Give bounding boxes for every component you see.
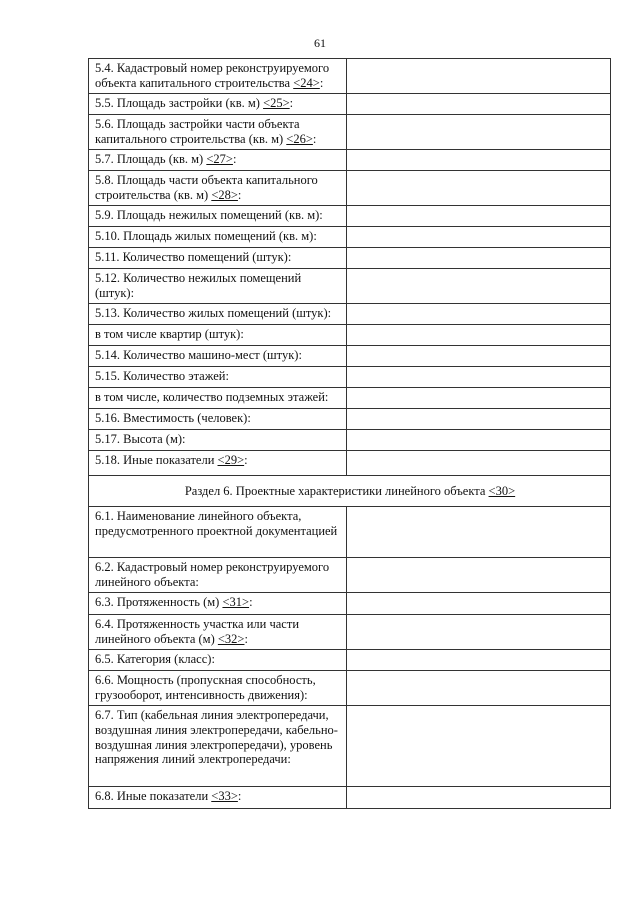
- footnote-ref: <32>: [217, 631, 245, 646]
- row-label: 5.12. Количество нежилых помещений (штук):: [95, 271, 302, 300]
- row-label-cell: [89, 650, 347, 671]
- row-label-cell: [89, 206, 347, 227]
- row-label-suffix: :: [289, 96, 294, 110]
- page-number: 61: [314, 36, 326, 50]
- footnote-ref: <24>: [293, 75, 320, 90]
- row-label: 5.17. Высота (м):: [95, 432, 186, 446]
- row-value-cell[interactable]: [347, 248, 611, 269]
- row-label: 5.15. Количество этажей:: [95, 369, 229, 383]
- footnote-ref: <30>: [488, 484, 516, 499]
- row-label-cell: [89, 150, 347, 171]
- table-row: [89, 430, 611, 451]
- row-label: 5.8. Площадь части объекта капитального строительства (кв. м): [95, 173, 318, 202]
- table-row: [89, 269, 611, 304]
- footnote-ref: <33>: [211, 789, 238, 803]
- row-value-cell[interactable]: [347, 451, 611, 476]
- row-label-cell: [89, 787, 347, 809]
- table-row: [89, 706, 611, 787]
- section-header-row: [89, 476, 611, 507]
- row-label-suffix: :: [312, 131, 317, 146]
- row-label: 5.18. Иные показатели: [95, 453, 218, 467]
- row-value-cell[interactable]: [347, 325, 611, 346]
- row-label-cell: [89, 325, 347, 346]
- footnote-ref: <31>: [222, 595, 250, 609]
- row-label: 5.16. Вместимость (человек):: [95, 411, 251, 425]
- table-row: [89, 507, 611, 558]
- table-row: [89, 304, 611, 325]
- row-value-cell[interactable]: [347, 115, 611, 150]
- row-label: 6.3. Протяженность (м): [95, 595, 223, 609]
- table-row: [89, 227, 611, 248]
- row-label: 6.6. Мощность (пропускная способность, грузооборот, интенсивность движения):: [95, 673, 316, 702]
- footnote-ref: <29>: [217, 453, 245, 467]
- table-row: [89, 150, 611, 171]
- footnote-ref: <26>: [286, 131, 313, 146]
- section-6-title: [89, 476, 611, 507]
- row-label: 5.13. Количество жилых помещений (штук):: [95, 306, 332, 320]
- row-label-suffix: :: [237, 187, 242, 202]
- row-value-cell[interactable]: [347, 150, 611, 171]
- row-label-cell: [89, 615, 347, 650]
- row-label: 5.7. Площадь (кв. м): [95, 152, 207, 166]
- row-value-cell[interactable]: [347, 650, 611, 671]
- row-label-cell: [89, 304, 347, 325]
- row-label-cell: [89, 227, 347, 248]
- row-label-cell: [89, 171, 347, 206]
- table-row: [89, 558, 611, 593]
- row-label-suffix: :: [244, 453, 248, 467]
- row-value-cell[interactable]: [347, 304, 611, 325]
- section-6-title-text: Раздел 6. Проектные характеристики линейного объекта: [184, 484, 489, 499]
- table-row: [89, 206, 611, 227]
- row-label-suffix: :: [244, 631, 248, 646]
- row-value-cell[interactable]: [347, 388, 611, 409]
- section-6-header: [89, 476, 611, 507]
- row-label-suffix: :: [319, 75, 324, 90]
- row-label: в том числе, количество подземных этажей:: [95, 390, 329, 404]
- row-label-cell: [89, 248, 347, 269]
- row-value-cell[interactable]: [347, 671, 611, 706]
- row-value-cell[interactable]: [347, 269, 611, 304]
- section-6-rows: [89, 507, 611, 809]
- row-value-cell[interactable]: [347, 706, 611, 787]
- row-label-cell: [89, 94, 347, 115]
- row-label: 6.7. Тип (кабельная линия электропередачи, воздушная линия электропередачи, кабельно-воздушная линия электропередачи), уровень напряжения линий электропередачи:: [95, 708, 338, 767]
- row-label-cell: [89, 388, 347, 409]
- table-row: [89, 325, 611, 346]
- row-value-cell[interactable]: [347, 593, 611, 615]
- footnote-ref: <27>: [206, 152, 233, 166]
- row-label: 6.2. Кадастровый номер реконструируемого линейного объекта:: [95, 560, 330, 589]
- row-value-cell[interactable]: [347, 558, 611, 593]
- row-label-cell: [89, 558, 347, 593]
- row-label-cell: [89, 706, 347, 787]
- row-label: 5.14. Количество машино-мест (штук):: [95, 348, 302, 362]
- table-row: [89, 115, 611, 150]
- table-row: [89, 367, 611, 388]
- row-label-cell: [89, 367, 347, 388]
- row-label: 5.6. Площадь застройки части объекта капитального строительства (кв. м): [95, 117, 300, 146]
- row-label-suffix: :: [232, 152, 237, 166]
- row-value-cell[interactable]: [347, 430, 611, 451]
- row-value-cell[interactable]: [347, 227, 611, 248]
- table-row: [89, 59, 611, 94]
- row-value-cell[interactable]: [347, 346, 611, 367]
- row-value-cell[interactable]: [347, 615, 611, 650]
- table-row: [89, 650, 611, 671]
- row-value-cell[interactable]: [347, 59, 611, 94]
- row-label: 5.9. Площадь нежилых помещений (кв. м):: [95, 208, 323, 222]
- row-value-cell[interactable]: [347, 409, 611, 430]
- row-label: 6.4. Протяженность участка или части линейного объекта (м): [95, 617, 300, 646]
- row-value-cell[interactable]: [347, 171, 611, 206]
- table-row: [89, 451, 611, 476]
- row-value-cell[interactable]: [347, 787, 611, 809]
- row-label: 5.11. Количество помещений (штук):: [95, 250, 292, 264]
- row-label: 5.4. Кадастровый номер реконструируемого объекта капитального строительства: [95, 61, 330, 90]
- row-value-cell[interactable]: [347, 94, 611, 115]
- table-row: [89, 248, 611, 269]
- table-row: [89, 671, 611, 706]
- row-value-cell[interactable]: [347, 507, 611, 558]
- row-label: 6.5. Категория (класс):: [95, 652, 215, 666]
- row-label: 6.8. Иные показатели: [95, 789, 212, 803]
- table-row: [89, 593, 611, 615]
- table-row: [89, 787, 611, 809]
- table-row: [89, 615, 611, 650]
- row-label: 5.10. Площадь жилых помещений (кв. м):: [95, 229, 317, 243]
- table-row: [89, 171, 611, 206]
- row-value-cell[interactable]: [347, 206, 611, 227]
- row-value-cell[interactable]: [347, 367, 611, 388]
- row-label-cell: [89, 451, 347, 476]
- table-row: [89, 388, 611, 409]
- row-label: 5.5. Площадь застройки (кв. м): [95, 96, 264, 110]
- row-label-cell: [89, 59, 347, 94]
- row-label-cell: [89, 346, 347, 367]
- row-label-cell: [89, 671, 347, 706]
- row-label-cell: [89, 593, 347, 615]
- row-label-suffix: :: [249, 595, 253, 609]
- footnote-ref: <25>: [263, 96, 290, 110]
- row-label-cell: [89, 115, 347, 150]
- row-label: 6.1. Наименование линейного объекта, предусмотренного проектной документацией: [95, 509, 338, 538]
- row-label-cell: [89, 430, 347, 451]
- table-row: [89, 94, 611, 115]
- table-row: [89, 346, 611, 367]
- footnote-ref: <28>: [211, 187, 238, 202]
- row-label-cell: [89, 507, 347, 558]
- row-label-cell: [89, 409, 347, 430]
- row-label-suffix: :: [237, 789, 242, 803]
- section-5-rows: [89, 59, 611, 476]
- table-row: [89, 409, 611, 430]
- row-label-cell: [89, 269, 347, 304]
- characteristics-table: [88, 58, 611, 809]
- row-label: в том числе квартир (штук):: [95, 327, 244, 341]
